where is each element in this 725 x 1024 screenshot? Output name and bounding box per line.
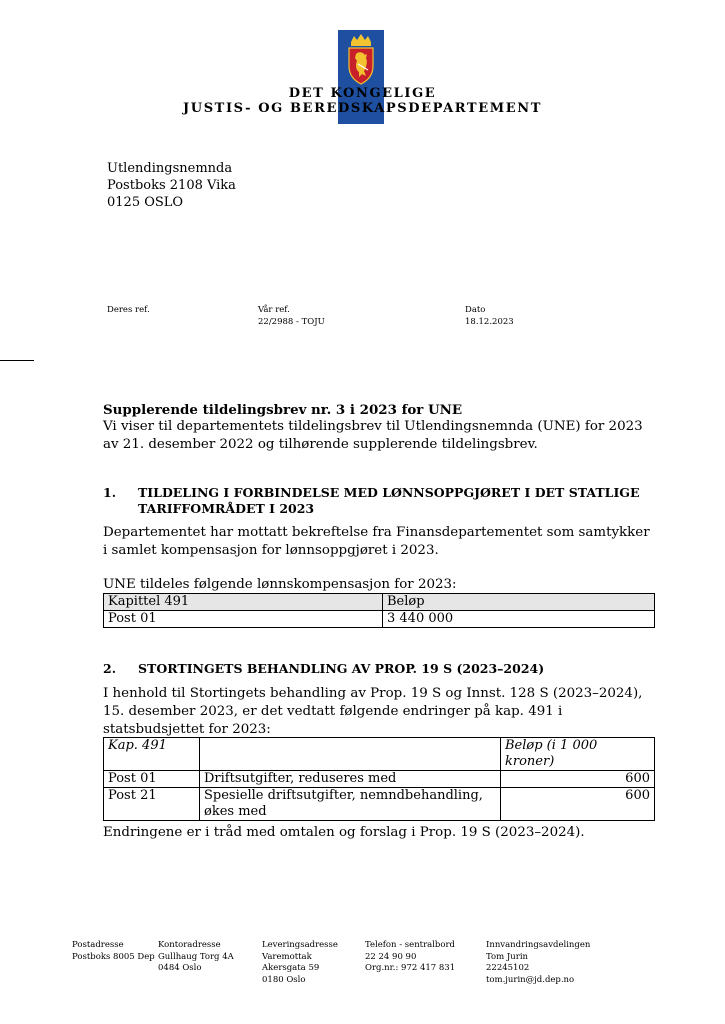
letter-title: Supplerende tildelingsbrev nr. 3 i 2023 for UNE: [103, 402, 463, 418]
footer-line: 0180 Oslo: [262, 974, 306, 985]
section1-number: 1.: [103, 485, 117, 500]
org-name-line1: DET KONGELIGE: [288, 86, 437, 101]
table-cell: 600: [501, 788, 655, 821]
section2-title: STORTINGETS BEHANDLING AV PROP. 19 S (2023–2024): [138, 661, 545, 676]
var-ref-label: Vår ref.: [258, 305, 290, 315]
section1-table-intro: UNE tildeles følgende lønnskompensasjon for 2023:: [103, 577, 457, 592]
table-header-cell: Kapittel 491: [104, 594, 383, 611]
table-row: [104, 611, 655, 628]
recipient-postbox: Postboks 2108 Vika: [107, 178, 236, 193]
table-cell: Spesielle driftsutgifter, nemndbehandling, økes med: [200, 788, 501, 821]
footer-delivery-address: [262, 940, 338, 986]
var-ref-value: 22/2988 - TOJU: [258, 317, 325, 327]
section1-paragraph: Departementet har mottatt bekreftelse fra Finansdepartementet som samtykker i samlet kompensasjon for lønnsoppgjøret i 2023.: [103, 525, 650, 558]
footer-line: Tom Jurin: [486, 951, 529, 962]
footer-line: Leveringsadresse: [262, 940, 338, 950]
dato-value: 18.12.2023: [465, 317, 514, 327]
budget-changes-table: [103, 737, 655, 821]
footer-line: Kontoradresse: [158, 940, 221, 950]
footer-phone: [365, 940, 455, 975]
table-cell: Post 01: [104, 611, 383, 628]
table-cell: 3 440 000: [383, 611, 655, 628]
intro-paragraph: Vi viser til departementets tildelingsbrev til Utlendingsnemnda (UNE) for 2023 av 21. desember 2022 og tilhørende supplerende tildelingsbrev.: [103, 419, 643, 452]
table-row: [104, 788, 655, 821]
salary-compensation-table: [103, 593, 655, 628]
footer-line: Org.nr.: 972 417 831: [365, 963, 456, 973]
section1-title: TILDELING I FORBINDELSE MED LØNNSOPPGJØRET I DET STATLIGE TARIFFOMRÅDET I 2023: [138, 485, 640, 516]
footer-line: tom.jurin@jd.dep.no: [486, 974, 575, 985]
footer-line: Akersgata 59: [262, 963, 320, 973]
fold-mark: [0, 360, 34, 361]
deres-ref-label: Deres ref.: [107, 305, 150, 315]
dato-label: Dato: [465, 305, 486, 315]
table-cell: Driftsutgifter, reduseres med: [200, 771, 501, 788]
closing-paragraph: Endringene er i tråd med omtalen og forslag i Prop. 19 S (2023–2024).: [103, 825, 585, 840]
footer-line: Varemottak: [262, 951, 312, 962]
table-header-cell: [200, 738, 501, 771]
footer-line: Innvandringsavdelingen: [486, 940, 591, 950]
footer-line: Postboks 8005 Dep: [72, 951, 155, 962]
table-cell: 600: [501, 771, 655, 788]
table-cell: Post 21: [104, 788, 200, 821]
table-header-cell: Kap. 491: [104, 738, 200, 771]
org-name-line2: JUSTIS- OG BEREDSKAPSDEPARTEMENT: [183, 101, 542, 116]
recipient-name: Utlendingsnemnda: [107, 161, 233, 176]
table-header-row: [104, 594, 655, 611]
section2-number: 2.: [103, 661, 117, 676]
table-cell: Post 01: [104, 771, 200, 788]
footer-line: 0484 Oslo: [158, 963, 202, 973]
section2-paragraph: I henhold til Stortingets behandling av Prop. 19 S og Innst. 128 S (2023–2024), 15. desember 2023, er det vedtatt følgende endringer på kap. 491 i statsbudsjettet for 2023:: [103, 686, 643, 737]
table-header-cell: Beløp (i 1 000 kroner): [501, 738, 655, 771]
footer-line: Gullhaug Torg 4A: [158, 951, 234, 962]
footer-line: Telefon - sentralbord: [365, 940, 455, 950]
table-header-row: [104, 738, 655, 771]
table-row: [104, 771, 655, 788]
footer-line: 22245102: [486, 963, 530, 973]
footer-line: Postadresse: [72, 940, 124, 950]
footer-postal-address: [72, 940, 155, 963]
footer-office-address: [158, 940, 234, 975]
table-header-cell: Beløp: [383, 594, 655, 611]
footer-line: 22 24 90 90: [365, 951, 417, 962]
recipient-postcode: 0125 OSLO: [107, 195, 184, 210]
footer-contact: [486, 940, 590, 986]
